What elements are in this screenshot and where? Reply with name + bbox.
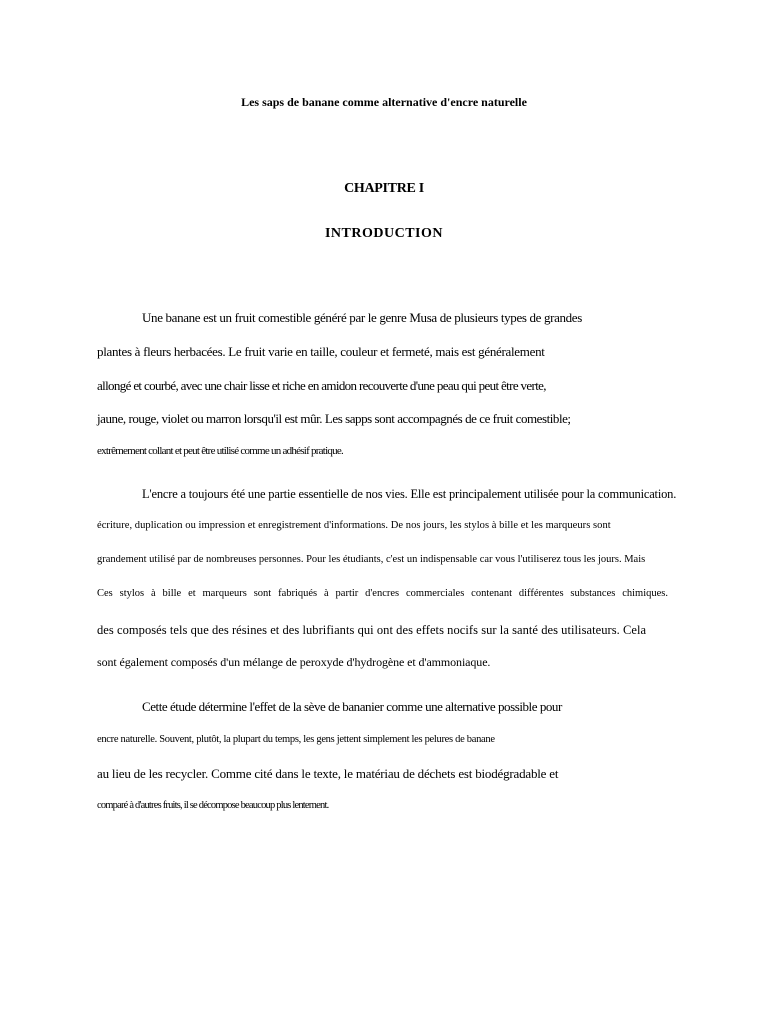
paragraph-line: extrêmement collant et peut être utilisé comme un adhésif pratique. <box>97 445 344 457</box>
document-title: Les saps de banane comme alternative d'encre naturelle <box>241 95 527 109</box>
paragraph-line: comparé à d'autres fruits, il se décompose beaucoup plus lentement. <box>97 800 329 811</box>
paragraph-line: encre naturelle. Souvent, plutôt, la plupart du temps, les gens jettent simplement les pelures de banane <box>97 734 495 745</box>
paragraph-line: plantes à fleurs herbacées. Le fruit varie en taille, couleur et fermeté, mais est généralement <box>97 344 545 359</box>
paragraph-line: au lieu de les recycler. Comme cité dans le texte, le matériau de déchets est biodégradable et <box>97 766 559 781</box>
paragraph-line: Une banane est un fruit comestible généré par le genre Musa de plusieurs types de grandes <box>142 310 582 325</box>
chapter-heading: CHAPITRE I <box>344 181 424 196</box>
paragraph-line: L'encre a toujours été une partie essentielle de nos vies. Elle est principalement utilisée pour la communication. <box>142 487 677 501</box>
paragraph-line: sont également composés d'un mélange de peroxyde d'hydrogène et d'ammoniaque. <box>97 655 491 669</box>
paragraph-line: écriture, duplication ou impression et enregistrement d'informations. De nos jours, les stylos à bille et les marqueurs sont <box>97 520 611 531</box>
paragraph-line: Cette étude détermine l'effet de la sève de bananier comme une alternative possible pour <box>142 699 562 714</box>
paragraph-line: Ces stylos à bille et marqueurs sont fabriqués à partir d'encres commerciales contenant différentes substances chimiques. <box>97 588 668 599</box>
section-heading: INTRODUCTION <box>324 226 443 241</box>
paragraph-line: jaune, rouge, violet ou marron lorsqu'il est mûr. Les sapps sont accompagnés de ce fruit comestible; <box>97 411 571 426</box>
paragraph-line: grandement utilisé par de nombreuses personnes. Pour les étudiants, c'est un indispensable car vous l'utiliserez tous les jours. Mais <box>97 554 646 565</box>
paragraph-line: allongé et courbé, avec une chair lisse et riche en amidon recouverte d'une peau qui peut être verte, <box>97 378 546 393</box>
paragraph-line: des composés tels que des résines et des lubrifiants qui ont des effets nocifs sur la santé des utilisateurs. Cela <box>97 623 647 637</box>
